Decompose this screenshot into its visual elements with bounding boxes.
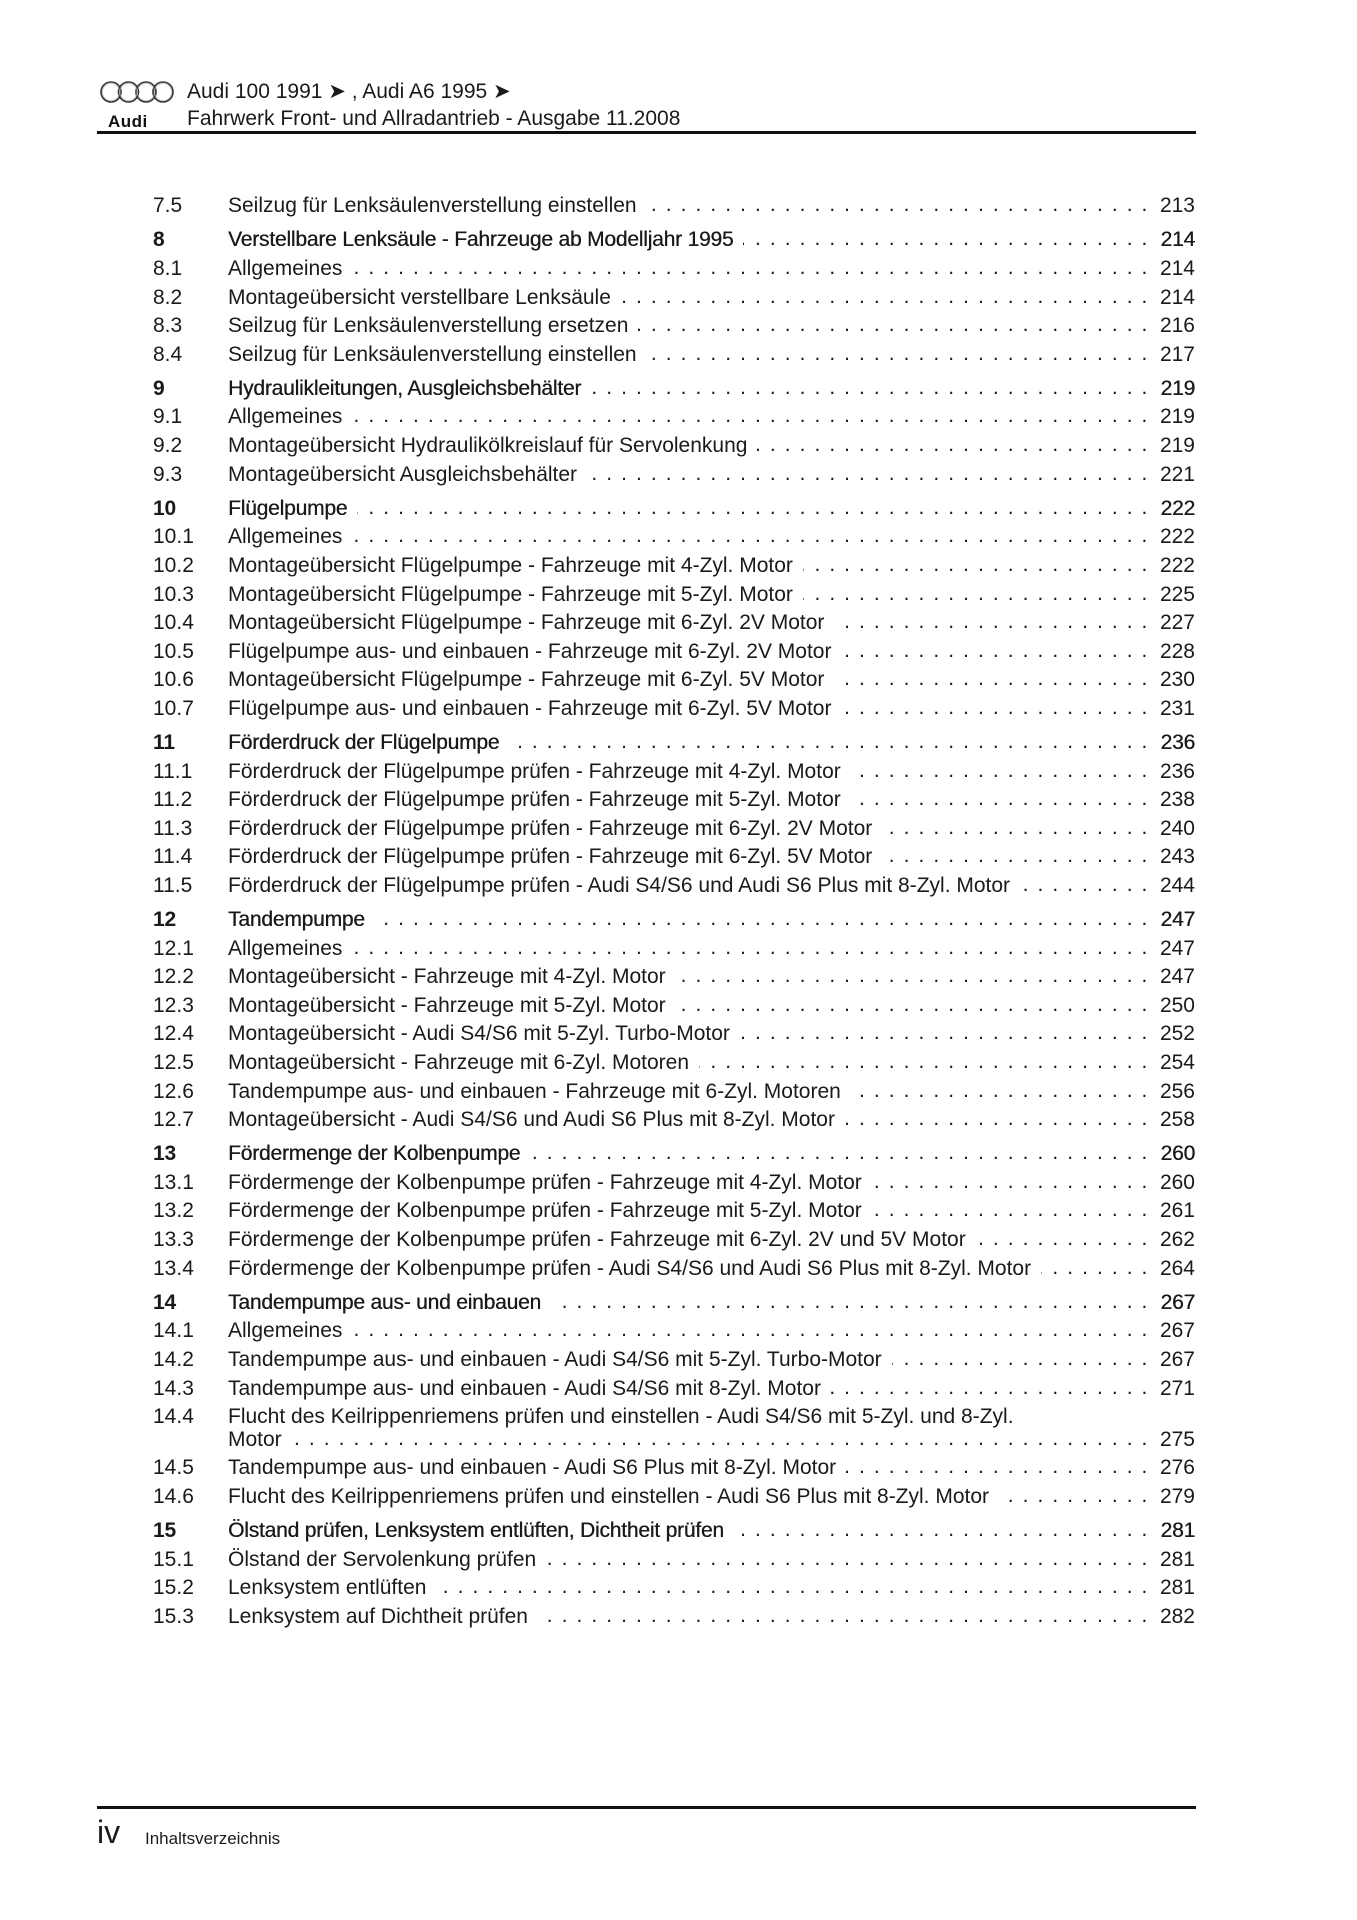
toc-entry-title: Lenksystem entlüften <box>228 1576 427 1600</box>
header-manual-title: Fahrwerk Front- und Allradantrieb - Ausgabe 11.2008 <box>187 107 681 130</box>
toc-entry-number: 11.4 <box>153 845 193 869</box>
toc-entry-page: 247 <box>1159 936 1195 960</box>
toc-entry-number: 12.4 <box>153 1022 194 1046</box>
toc-entry-number: 14.5 <box>153 1456 194 1480</box>
dot-leader <box>872 1201 1149 1221</box>
toc-entry[interactable] <box>153 1403 1195 1454</box>
toc-entry-page: 214 <box>1159 256 1195 280</box>
toc-entry-number: 13.4 <box>153 1256 194 1280</box>
toc-entry[interactable] <box>153 1169 1195 1198</box>
toc-entry-page: 275 <box>1159 1427 1195 1451</box>
toc-entry-title: Montageübersicht Flügelpumpe - Fahrzeuge mit 6-Zyl. 5V Motor <box>228 668 825 692</box>
dot-leader <box>1020 876 1149 896</box>
toc-entry-page: 238 <box>1159 788 1195 812</box>
toc-entry-title: Montageübersicht Flügelpumpe - Fahrzeuge mit 4-Zyl. Motor <box>228 553 793 577</box>
toc-entry[interactable] <box>153 255 1195 284</box>
audi-rings-logo-icon <box>100 80 174 104</box>
toc-entry-title: Montageübersicht Ausgleichsbehälter <box>228 462 578 486</box>
toc-entry[interactable] <box>153 609 1195 638</box>
toc-entry-title: Flügelpumpe <box>228 496 348 520</box>
toc-entry-page: 254 <box>1159 1051 1195 1075</box>
toc-entry-page: 250 <box>1159 993 1195 1017</box>
toc-entry-page: 247 <box>1160 908 1195 932</box>
toc-entry-title: Fördermenge der Kolbenpumpe prüfen - Fahrzeuge mit 6-Zyl. 2V und 5V Motor <box>228 1228 966 1252</box>
dot-leader <box>676 967 1149 987</box>
toc-entry-title: Flucht des Keilrippenriemens prüfen und einstellen - Audi S6 Plus mit 8-Zyl. Motor <box>228 1484 990 1508</box>
toc-entry-number: 15.3 <box>153 1604 194 1628</box>
toc-entry-page: 264 <box>1159 1256 1195 1280</box>
toc-entry-title: Tandempumpe aus- und einbauen - Audi S6 Plus mit 8-Zyl. Motor <box>228 1456 837 1480</box>
toc-entry-page: 258 <box>1159 1108 1195 1132</box>
dot-leader <box>530 1144 1149 1164</box>
toc-entry-page: 260 <box>1160 1142 1195 1166</box>
toc-entry-page: 243 <box>1159 845 1195 869</box>
toc-section-heading[interactable] <box>153 1517 1195 1546</box>
toc-entry-title: Flucht des Keilrippenriemens prüfen und einstellen - Audi S4/S6 mit 5-Zyl. und 8-Zyl. <box>228 1405 1014 1429</box>
header-divider <box>97 131 1196 134</box>
toc-entry-title: Lenksystem auf Dichtheit prüfen <box>228 1604 528 1628</box>
toc-entry-page: 276 <box>1159 1456 1195 1480</box>
toc-entry-number: 10.2 <box>153 553 194 577</box>
toc-section-heading[interactable] <box>153 1288 1195 1317</box>
toc-entry-number: 14.4 <box>153 1405 194 1429</box>
toc-entry-page: 252 <box>1159 1022 1195 1046</box>
dot-leader <box>546 1550 1149 1570</box>
toc-entry-page: 222 <box>1160 496 1195 520</box>
toc-entry-title-continued: Motor <box>228 1427 282 1451</box>
toc-entry[interactable] <box>153 432 1195 461</box>
toc-entry-page: 267 <box>1159 1319 1195 1343</box>
toc-entry-title: Fördermenge der Kolbenpumpe prüfen - Audi S4/S6 und Audi S6 Plus mit 8-Zyl. Motor <box>228 1256 1032 1280</box>
toc-entry-title: Montageübersicht Flügelpumpe - Fahrzeuge mit 5-Zyl. Motor <box>228 582 793 606</box>
header-model-line: Audi 100 1991 ➤ , Audi A6 1995 ➤ <box>187 80 511 103</box>
toc-entry-page: 261 <box>1159 1199 1195 1223</box>
toc-entry[interactable] <box>153 963 1195 992</box>
toc-entry[interactable] <box>153 340 1195 369</box>
toc-entry-number: 9.2 <box>153 434 183 458</box>
toc-entry-title: Ölstand der Servolenkung prüfen <box>228 1547 537 1571</box>
toc-entry-number: 15.1 <box>153 1547 194 1571</box>
toc-entry-page: 260 <box>1159 1170 1195 1194</box>
toc-entry[interactable] <box>153 552 1195 581</box>
toc-entry-page: 222 <box>1159 553 1195 577</box>
toc-entry-title: Montageübersicht - Audi S4/S6 und Audi S6 Plus mit 8-Zyl. Motor <box>228 1108 835 1132</box>
footer-section-label: Inhaltsverzeichnis <box>145 1829 281 1848</box>
toc-entry[interactable] <box>153 1454 1195 1483</box>
toc-entry[interactable] <box>153 1226 1195 1255</box>
dot-leader <box>352 259 1149 279</box>
toc-entry[interactable] <box>153 192 1195 221</box>
toc-entry-page: 244 <box>1159 873 1195 897</box>
dot-leader <box>851 790 1149 810</box>
toc-entry-page: 213 <box>1159 194 1195 218</box>
toc-entry-page: 227 <box>1159 611 1195 635</box>
toc-entry-title: Montageübersicht - Audi S4/S6 mit 5-Zyl. Turbo-Motor <box>228 1022 730 1046</box>
toc-section-heading[interactable] <box>153 1140 1195 1169</box>
toc-entry-number: 9.1 <box>153 405 183 429</box>
toc-entry-number: 15.2 <box>153 1576 194 1600</box>
toc-entry-page: 256 <box>1159 1079 1195 1103</box>
toc-section-heading[interactable] <box>153 729 1195 758</box>
toc-entry-page: 228 <box>1159 639 1195 663</box>
dot-leader <box>676 996 1149 1016</box>
toc-entry-page: 267 <box>1159 1347 1195 1371</box>
toc-entry-page: 219 <box>1159 434 1195 458</box>
dot-leader <box>831 1379 1149 1399</box>
toc-entry-number: 10.6 <box>153 668 194 692</box>
toc-entry[interactable] <box>153 283 1195 312</box>
toc-entry[interactable] <box>153 872 1195 901</box>
toc-entry-title: Ölstand prüfen, Lenksystem entlüften, Dichtheit prüfen <box>228 1519 724 1543</box>
toc-entry[interactable] <box>153 1254 1195 1283</box>
toc-entry-title: Allgemeines <box>228 405 343 429</box>
toc-entry-title: Förderdruck der Flügelpumpe prüfen - Fahrzeuge mit 6-Zyl. 2V Motor <box>228 816 873 840</box>
toc-entry[interactable] <box>153 1603 1195 1632</box>
toc-entry-title: Tandempumpe aus- und einbauen - Audi S4/S6 mit 8-Zyl. Motor <box>228 1376 821 1400</box>
toc-entry-number: 11.3 <box>153 816 193 840</box>
toc-entry-title: Allgemeines <box>228 525 343 549</box>
toc-entry-title: Förderdruck der Flügelpumpe prüfen - Fahrzeuge mit 4-Zyl. Motor <box>228 759 841 783</box>
dot-leader <box>375 910 1149 930</box>
toc-entry-title: Förderdruck der Flügelpumpe prüfen - Fahrzeuge mit 6-Zyl. 5V Motor <box>228 845 873 869</box>
toc-entry[interactable] <box>153 1574 1195 1603</box>
toc-entry[interactable] <box>153 637 1195 666</box>
toc-entry-title: Fördermenge der Kolbenpumpe prüfen - Fahrzeuge mit 5-Zyl. Motor <box>228 1199 862 1223</box>
dot-leader <box>699 1053 1149 1073</box>
toc-entry-number: 11.2 <box>153 788 193 812</box>
toc-entry-page: 219 <box>1159 405 1195 429</box>
toc-entry-number: 10.7 <box>153 696 194 720</box>
toc-entry-number: 13.1 <box>153 1170 194 1194</box>
dot-leader <box>436 1578 1149 1598</box>
toc-entry-page: 267 <box>1160 1290 1195 1314</box>
toc-entry[interactable] <box>153 580 1195 609</box>
toc-entry[interactable] <box>153 1020 1195 1049</box>
toc-entry-number: 13.3 <box>153 1228 194 1252</box>
toc-entry-number: 14.1 <box>153 1319 194 1343</box>
toc-entry-page: 236 <box>1160 730 1195 754</box>
toc-section-heading[interactable] <box>153 494 1195 523</box>
toc-entry-page: 281 <box>1159 1547 1195 1571</box>
toc-entry[interactable] <box>153 312 1195 341</box>
toc-entry-page: 281 <box>1160 1519 1195 1543</box>
toc-entry-number: 14.3 <box>153 1376 194 1400</box>
footer-divider <box>97 1806 1196 1809</box>
toc-entry-number: 11 <box>153 730 175 754</box>
toc-entry-page: 221 <box>1159 462 1195 486</box>
toc-entry[interactable] <box>153 814 1195 843</box>
toc-entry[interactable] <box>153 1317 1195 1346</box>
dot-leader <box>647 345 1149 365</box>
toc-entry-number: 8 <box>153 228 165 252</box>
toc-entry-title: Verstellbare Lenksäule - Fahrzeuge ab Modelljahr 1995 <box>228 228 734 252</box>
toc-entry-page: 219 <box>1160 376 1195 400</box>
toc-entry-page: 247 <box>1159 965 1195 989</box>
toc-entry-page: 282 <box>1159 1604 1195 1628</box>
toc-entry-title: Fördermenge der Kolbenpumpe <box>228 1142 521 1166</box>
dot-leader <box>882 819 1149 839</box>
dot-leader <box>357 499 1149 519</box>
dot-leader <box>352 527 1149 547</box>
dot-leader <box>892 1350 1149 1370</box>
toc-entry-title: Allgemeines <box>228 936 343 960</box>
dot-leader <box>551 1293 1149 1313</box>
toc-entry-number: 8.3 <box>153 314 183 338</box>
dot-leader <box>999 1487 1149 1507</box>
toc-entry-title: Montageübersicht - Fahrzeuge mit 5-Zyl. Motor <box>228 993 666 1017</box>
toc-entry[interactable] <box>153 1374 1195 1403</box>
toc-entry-number: 12.7 <box>153 1108 194 1132</box>
dot-leader <box>638 316 1149 336</box>
toc-entry-title: Montageübersicht verstellbare Lenksäule <box>228 285 611 309</box>
toc-entry-title: Seilzug für Lenksäulenverstellung einstellen <box>228 342 637 366</box>
toc-entry-page: 222 <box>1159 525 1195 549</box>
toc-entry[interactable] <box>153 1545 1195 1574</box>
toc-entry-title: Förderdruck der Flügelpumpe <box>228 730 500 754</box>
toc-entry[interactable] <box>153 695 1195 724</box>
dot-leader <box>1041 1259 1149 1279</box>
toc-section-heading[interactable] <box>153 375 1195 404</box>
toc-entry-number: 11.1 <box>153 759 193 783</box>
dot-leader <box>621 288 1149 308</box>
toc-entry-number: 8.1 <box>153 256 183 280</box>
toc-entry-number: 12.6 <box>153 1079 194 1103</box>
dot-leader <box>587 465 1149 485</box>
toc-entry[interactable] <box>153 992 1195 1021</box>
toc-entry-title: Seilzug für Lenksäulenverstellung ersetzen <box>228 314 629 338</box>
dot-leader <box>352 407 1149 427</box>
toc-entry-page: 231 <box>1159 696 1195 720</box>
dot-leader <box>743 230 1149 250</box>
dot-leader <box>851 762 1149 782</box>
dot-leader <box>352 939 1149 959</box>
toc-entry-number: 10.1 <box>153 525 194 549</box>
toc-entry[interactable] <box>153 1197 1195 1226</box>
toc-entry-number: 15 <box>153 1519 176 1543</box>
toc-entry-title: Montageübersicht - Fahrzeuge mit 6-Zyl. Motoren <box>228 1051 690 1075</box>
dot-leader <box>845 1110 1149 1130</box>
toc-entry-title: Flügelpumpe aus- und einbauen - Fahrzeuge mit 6-Zyl. 2V Motor <box>228 639 832 663</box>
dot-leader <box>734 1521 1149 1541</box>
toc-entry-title: Fördermenge der Kolbenpumpe prüfen - Fahrzeuge mit 4-Zyl. Motor <box>228 1170 862 1194</box>
toc-entry-number: 14.2 <box>153 1347 194 1371</box>
toc-entry[interactable] <box>153 1483 1195 1512</box>
dot-leader <box>292 1430 1149 1450</box>
toc-entry-number: 14.6 <box>153 1484 194 1508</box>
toc-entry[interactable] <box>153 1049 1195 1078</box>
toc-entry-number: 9 <box>153 376 165 400</box>
toc-entry-title: Förderdruck der Flügelpumpe prüfen - Audi S4/S6 und Audi S6 Plus mit 8-Zyl. Motor <box>228 873 1011 897</box>
dot-leader <box>841 699 1149 719</box>
toc-entry[interactable] <box>153 843 1195 872</box>
dot-leader <box>846 1458 1149 1478</box>
toc-entry-page: 262 <box>1159 1228 1195 1252</box>
toc-entry-page: 230 <box>1159 668 1195 692</box>
audi-brand-wordmark: Audi <box>108 112 148 131</box>
toc-entry-number: 12.5 <box>153 1051 194 1075</box>
dot-leader <box>757 436 1149 456</box>
toc-entry[interactable] <box>153 1077 1195 1106</box>
toc-entry-title: Hydraulikleitungen, Ausgleichsbehälter <box>228 376 582 400</box>
toc-entry[interactable] <box>153 757 1195 786</box>
toc-entry-number: 13 <box>153 1142 176 1166</box>
dot-leader <box>538 1607 1149 1627</box>
dot-leader <box>509 733 1149 753</box>
toc-entry-title: Tandempumpe aus- und einbauen <box>228 1290 541 1314</box>
toc-entry-number: 10.3 <box>153 582 194 606</box>
dot-leader <box>841 642 1149 662</box>
toc-entry-page: 217 <box>1159 342 1195 366</box>
toc-entry-title: Montageübersicht Flügelpumpe - Fahrzeuge mit 6-Zyl. 2V Motor <box>228 611 825 635</box>
dot-leader <box>834 613 1149 633</box>
toc-entry-title: Flügelpumpe aus- und einbauen - Fahrzeuge mit 6-Zyl. 5V Motor <box>228 696 832 720</box>
dot-leader <box>352 1321 1149 1341</box>
toc-entry-number: 7.5 <box>153 194 183 218</box>
page-header <box>97 76 1197 136</box>
toc-entry-title: Tandempumpe <box>228 908 365 932</box>
toc-entry-number: 13.2 <box>153 1199 194 1223</box>
toc-entry[interactable] <box>153 1346 1195 1375</box>
dot-leader <box>803 556 1149 576</box>
dot-leader <box>647 196 1149 216</box>
toc-entry[interactable] <box>153 460 1195 489</box>
toc-entry-number: 9.3 <box>153 462 183 486</box>
toc-entry-number: 11.5 <box>153 873 193 897</box>
toc-entry-title: Tandempumpe aus- und einbauen - Fahrzeuge mit 6-Zyl. Motoren <box>228 1079 841 1103</box>
toc-entry-page: 216 <box>1159 314 1195 338</box>
dot-leader <box>976 1230 1149 1250</box>
dot-leader <box>591 379 1149 399</box>
toc-entry-page: 214 <box>1160 228 1195 252</box>
table-of-contents <box>153 192 1195 1631</box>
toc-entry-title: Förderdruck der Flügelpumpe prüfen - Fahrzeuge mit 5-Zyl. Motor <box>228 788 841 812</box>
toc-entry-title: Montageübersicht Hydraulikölkreislauf für Servolenkung <box>228 434 748 458</box>
toc-entry-page: 236 <box>1159 759 1195 783</box>
dot-leader <box>740 1024 1149 1044</box>
toc-entry-number: 8.2 <box>153 285 183 309</box>
toc-entry-title: Seilzug für Lenksäulenverstellung einstellen <box>228 194 637 218</box>
toc-entry-number: 12 <box>153 908 176 932</box>
toc-entry-page: 214 <box>1159 285 1195 309</box>
toc-entry[interactable] <box>153 934 1195 963</box>
dot-leader <box>851 1082 1149 1102</box>
toc-entry-title: Allgemeines <box>228 256 343 280</box>
toc-entry[interactable] <box>153 523 1195 552</box>
footer-page-number: iv <box>97 1814 121 1850</box>
toc-entry-title: Montageübersicht - Fahrzeuge mit 4-Zyl. Motor <box>228 965 666 989</box>
toc-entry-number: 8.4 <box>153 342 183 366</box>
toc-entry-number: 12.1 <box>153 936 194 960</box>
toc-entry-title: Tandempumpe aus- und einbauen - Audi S4/S6 mit 5-Zyl. Turbo-Motor <box>228 1347 882 1371</box>
toc-entry[interactable] <box>153 1106 1195 1135</box>
toc-entry-number: 14 <box>153 1290 176 1314</box>
toc-entry-page: 271 <box>1159 1376 1195 1400</box>
toc-entry-number: 10.5 <box>153 639 194 663</box>
dot-leader <box>834 670 1149 690</box>
dot-leader <box>803 585 1149 605</box>
toc-entry-page: 281 <box>1159 1576 1195 1600</box>
toc-section-heading[interactable] <box>153 906 1195 935</box>
toc-entry-number: 10 <box>153 496 176 520</box>
toc-entry-number: 10.4 <box>153 611 194 635</box>
toc-entry[interactable] <box>153 786 1195 815</box>
toc-entry-number: 12.3 <box>153 993 194 1017</box>
toc-entry-title: Allgemeines <box>228 1319 343 1343</box>
toc-section-heading[interactable] <box>153 226 1195 255</box>
toc-entry[interactable] <box>153 403 1195 432</box>
toc-entry-page: 279 <box>1159 1484 1195 1508</box>
dot-leader <box>872 1173 1149 1193</box>
toc-entry-page: 225 <box>1159 582 1195 606</box>
dot-leader <box>882 847 1149 867</box>
toc-entry-page: 240 <box>1159 816 1195 840</box>
toc-entry[interactable] <box>153 666 1195 695</box>
toc-entry-number: 12.2 <box>153 965 194 989</box>
